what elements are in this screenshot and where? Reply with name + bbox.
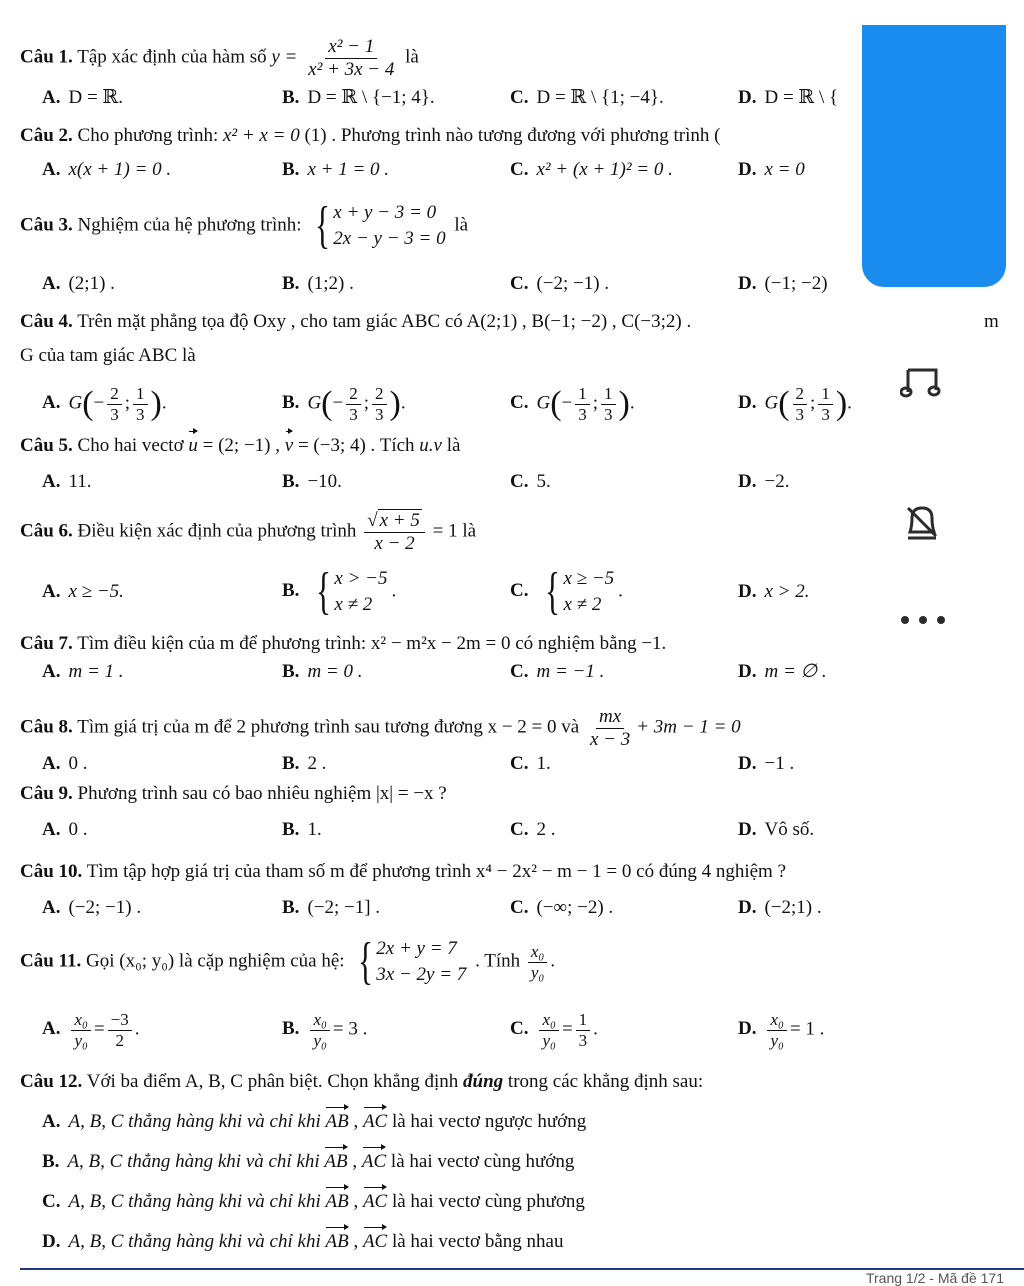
- q5-option-d: D. −2.: [738, 471, 790, 492]
- q1-option-a: A. D = ℝ.: [42, 87, 123, 108]
- q8-option-d: D. −1 .: [738, 753, 795, 774]
- q3-option-d: D. (−1; −2): [738, 273, 828, 294]
- q3-option-c: C. (−2; −1) .: [510, 273, 610, 294]
- q6-option-a: A. x ≥ −5.: [42, 581, 124, 602]
- q2-option-d: D. x = 0: [738, 159, 805, 180]
- q7-option-d: D. m = ∅ .: [738, 661, 827, 682]
- q9-option-b: B. 1.: [282, 819, 322, 840]
- question-5: Câu 5. Cho hai vectơ u = (2; −1) , v = (−3; 4) . Tích u.v là: [20, 435, 461, 456]
- q3-option-b: B. (1;2) .: [282, 273, 354, 294]
- q12-option-b: B. A, B, C thẳng hàng khi và chỉ khi AB , AC là hai vectơ cùng hướng: [42, 1151, 575, 1172]
- q11-option-a: A. $\frac{\text{x₀}}{\text{y₀}}$ = $\frac{-3}{2}$ .: [42, 1010, 140, 1050]
- q9-option-a: A. 0 .: [42, 819, 88, 840]
- question-4: Câu 4. Trên mặt phẳng tọa độ Oxy , cho tam giác ABC có A(2;1) , B(−1; −2) , C(−3;2) .: [20, 311, 692, 332]
- q10-option-b: B. (−2; −1] .: [282, 897, 381, 918]
- q1-option-b: B. D = ℝ \ {−1; 4}.: [282, 87, 435, 108]
- question-3: Câu 3. Nghiệm của hệ phương trình: { x + y − 3 = 0 2x − y − 3 = 0 là: [20, 197, 469, 254]
- q2-option-b: B. x + 1 = 0 .: [282, 159, 390, 180]
- q7-option-b: B. m = 0 .: [282, 661, 363, 682]
- q4-option-a: A. G(− $\frac{2}{3}$ ; $\frac{1}{3}$ ).: [42, 384, 167, 424]
- q5-option-b: B. −10.: [282, 471, 342, 492]
- question-6: Câu 6. Điều kiện xác định của phương trình $\frac{√ x + 5}{x - 2}$ = 1 là: [20, 510, 477, 554]
- q4-cut-text: m: [984, 311, 999, 332]
- q5-option-c: C. 5.: [510, 471, 551, 492]
- q6-option-d: D. x > 2.: [738, 581, 810, 602]
- q11-option-b: B. $\frac{\text{x₀}}{\text{y₀}}$ = 3 .: [282, 1010, 368, 1050]
- bell-off-icon[interactable]: [900, 500, 944, 549]
- q10-option-c: C. (−∞; −2) .: [510, 897, 614, 918]
- q4-option-c: C. G(− $\frac{1}{3}$ ; $\frac{1}{3}$ ).: [510, 384, 635, 424]
- question-1: Câu 1. Tập xác định của hàm số y = $\frac{\text{x² − 1}}{\text{x² + 3x − 4}}$ là: [20, 36, 419, 80]
- q11-option-c: C. $\frac{\text{x₀}}{\text{y₀}}$ = $\frac{1}{3}$ .: [510, 1010, 598, 1050]
- q9-option-d: D. Vô số.: [738, 819, 815, 840]
- q10-option-a: A. (−2; −1) .: [42, 897, 142, 918]
- floating-blue-panel[interactable]: [862, 25, 1006, 287]
- question-8: Câu 8. Tìm giá trị của m để 2 phương trình sau tương đương x − 2 = 0 và $\frac{mx}{x - 3}$ + 3m − 1 = 0: [20, 706, 741, 750]
- q12-option-a: A. A, B, C thẳng hàng khi và chỉ khi AB , AC là hai vectơ ngược hướng: [42, 1111, 587, 1132]
- question-10: Câu 10. Tìm tập hợp giá trị của tham số m để phương trình x⁴ − 2x² − m − 1 = 0 có đúng 4 nghiệm ?: [20, 861, 786, 882]
- q4-option-d: D. G( $\frac{2}{3}$ ; $\frac{1}{3}$ ).: [738, 384, 852, 424]
- q7-option-c: C. m = −1 .: [510, 661, 605, 682]
- q4-option-b: B. G(− $\frac{2}{3}$ ; $\frac{2}{3}$ ).: [282, 384, 406, 424]
- q11-option-d: D. $\frac{\text{x₀}}{\text{y₀}}$ = 1 .: [738, 1010, 825, 1050]
- q10-option-d: D. (−2;1) .: [738, 897, 822, 918]
- more-icon[interactable]: [898, 610, 948, 632]
- q5-option-a: A. 11.: [42, 471, 92, 492]
- q1-option-d: D. D = ℝ \ {: [738, 87, 839, 108]
- q3-option-a: A. (2;1) .: [42, 273, 115, 294]
- q6-option-c: C. { x ≥ −5 x ≠ 2 .: [510, 563, 623, 620]
- q7-option-a: A. m = 1 .: [42, 661, 124, 682]
- q6-option-b: B. { x > −5 x ≠ 2 .: [282, 563, 397, 620]
- q9-option-c: C. 2 .: [510, 819, 556, 840]
- q1-option-c: C. D = ℝ \ {1; −4}.: [510, 87, 664, 108]
- q8-option-a: A. 0 .: [42, 753, 88, 774]
- question-9: Câu 9. Phương trình sau có bao nhiêu nghiệm |x| = −x ?: [20, 783, 447, 804]
- q2-option-c: C. x² + (x + 1)² = 0 .: [510, 159, 673, 180]
- q12-option-d: D. A, B, C thẳng hàng khi và chỉ khi AB , AC là hai vectơ bằng nhau: [42, 1231, 564, 1252]
- question-11: Câu 11. Gọi (x₀; y₀) là cặp nghiệm của hệ: { 2x + y = 7 3x − 2y = 7 . Tính $\frac{\text{x₀}}{\text{y₀}}$ .: [20, 933, 556, 990]
- q12-option-c: C. A, B, C thẳng hàng khi và chỉ khi AB , AC là hai vectơ cùng phương: [42, 1191, 585, 1212]
- page-footer: Trang 1/2 - Mã đề 171: [865, 1270, 1004, 1286]
- question-2: Câu 2. Cho phương trình: x² + x = 0 (1) . Phương trình nào tương đương với phương trình (: [20, 125, 721, 146]
- q2-option-a: A. x(x + 1) = 0 .: [42, 159, 172, 180]
- q8-option-c: C. 1.: [510, 753, 551, 774]
- question-12: Câu 12. Với ba điểm A, B, C phân biệt. Chọn khẳng định đúng trong các khẳng định sau:: [20, 1071, 704, 1092]
- question-4-line2: G của tam giác ABC là: [20, 345, 196, 366]
- q8-option-b: B. 2 .: [282, 753, 327, 774]
- music-note-icon[interactable]: [900, 364, 944, 405]
- question-7: Câu 7. Tìm điều kiện của m để phương trình: x² − m²x − 2m = 0 có nghiệm bằng −1.: [20, 633, 667, 654]
